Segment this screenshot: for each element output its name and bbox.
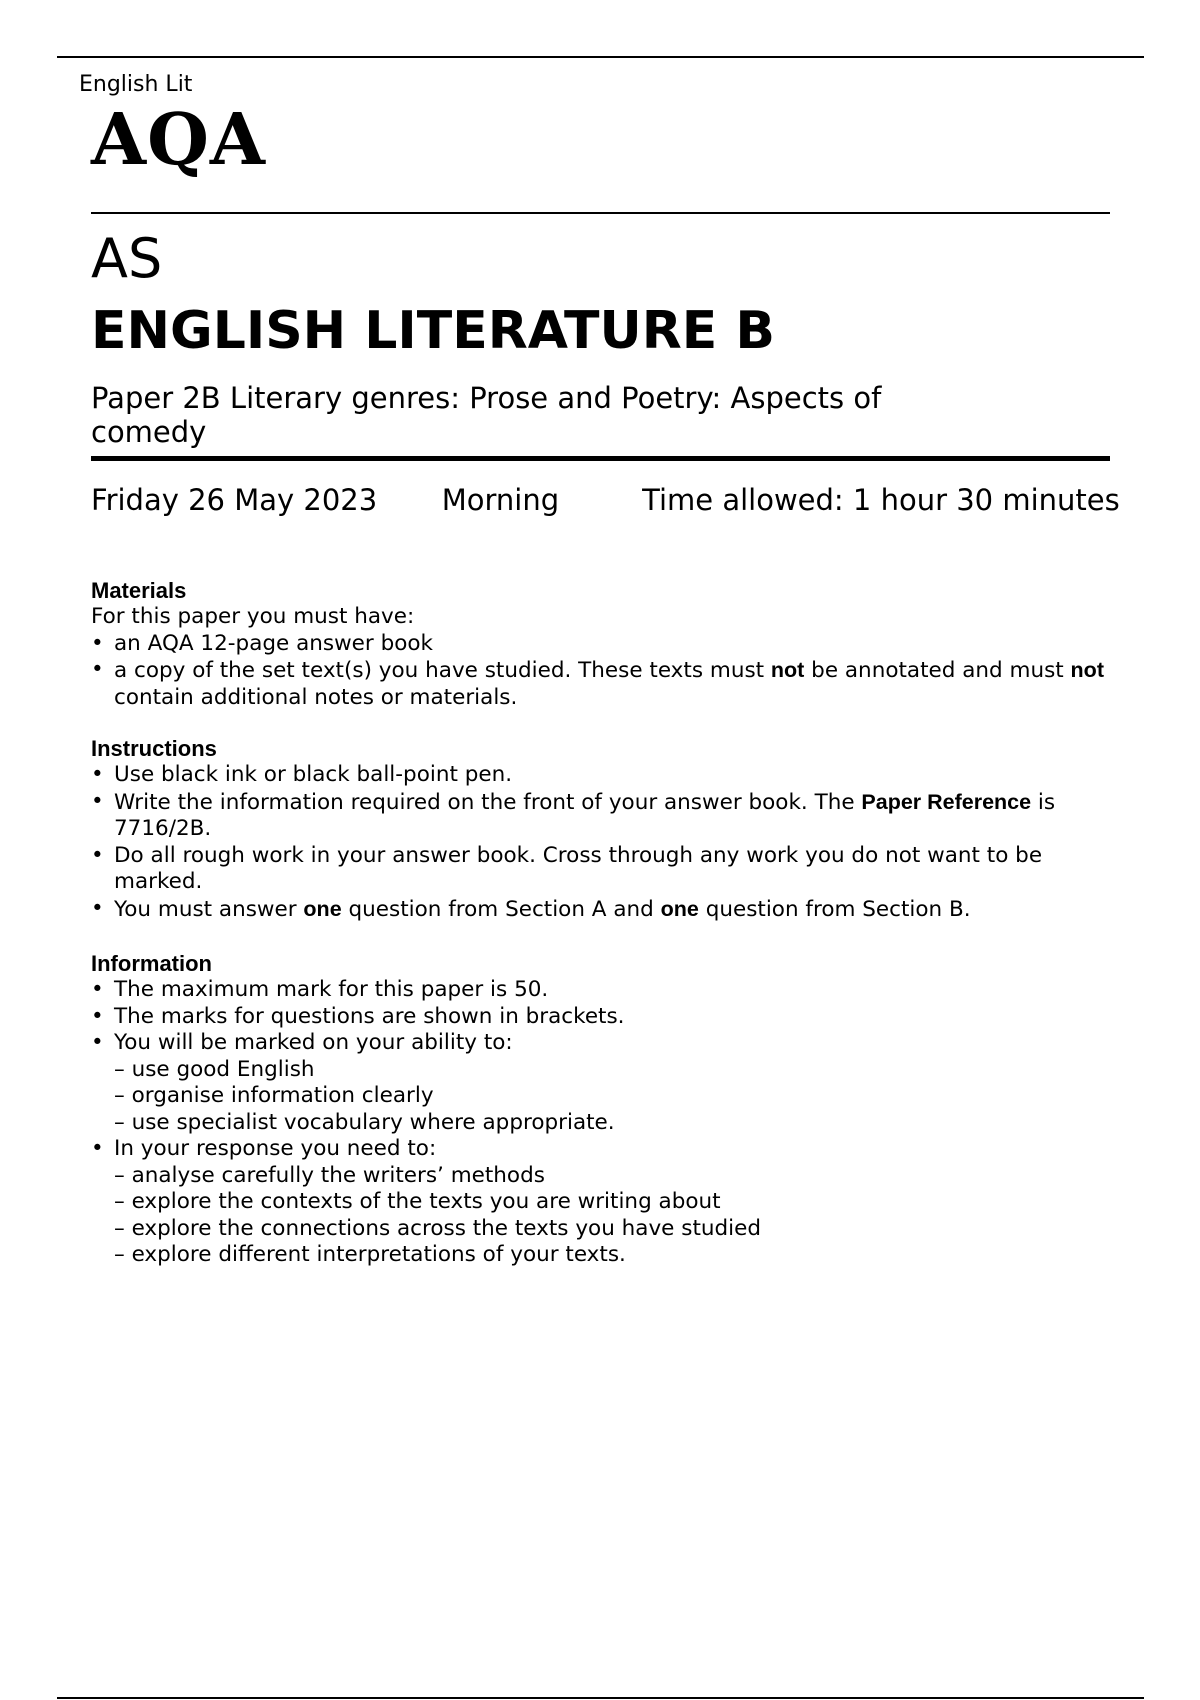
- sub-item: – analyse carefully the writers’ methods: [114, 1162, 545, 1188]
- text: You must answer: [114, 896, 304, 922]
- list-item: • The maximum mark for this paper is 50.: [91, 977, 1121, 1004]
- emphasis: one: [660, 896, 699, 921]
- qualification-level: AS: [91, 227, 163, 290]
- list-item: • Do all rough work in your answer book. Cross through any work you do not want to be marked.: [91, 843, 1121, 896]
- paper-title: Paper 2B Literary genres: Prose and Poetry: Aspects of comedy: [91, 381, 882, 449]
- sub-item: – explore the contexts of the texts you are writing about: [114, 1189, 721, 1214]
- top-rule: [57, 56, 1144, 58]
- emphasis: Paper Reference: [861, 789, 1032, 814]
- instructions-heading: Instructions: [91, 736, 217, 761]
- aqa-logo: AQA: [91, 97, 267, 181]
- information-heading: Information: [91, 951, 212, 976]
- text: Write the information required on the front of your answer book. The: [114, 789, 862, 815]
- logo-divider: [91, 212, 1110, 214]
- instructions-section: [91, 736, 1121, 923]
- list-item: [91, 789, 1121, 843]
- emphasis: not: [1070, 658, 1104, 682]
- instructions-list: [91, 762, 1121, 923]
- information-section: [91, 951, 1121, 1269]
- list-item: • Use black ink or black ball-point pen.: [91, 762, 1121, 789]
- sub-item: – explore different interpretations of your texts.: [114, 1242, 626, 1267]
- sub-item: – organise information clearly: [114, 1083, 434, 1108]
- materials-section: [91, 578, 1121, 711]
- time-allowed: Time allowed: 1 hour 30 minutes: [642, 483, 1120, 517]
- information-list: [91, 977, 1121, 1269]
- sub-item: – use specialist vocabulary where appropriate.: [114, 1109, 615, 1135]
- materials-heading: Materials: [91, 578, 187, 603]
- materials-list: [91, 631, 1121, 712]
- subject-title: ENGLISH LITERATURE B: [91, 301, 775, 361]
- bottom-rule: [57, 1697, 1144, 1699]
- title-divider: [91, 456, 1110, 461]
- text: question from Section A and: [341, 896, 661, 922]
- exam-dateline: [91, 483, 1131, 518]
- list-item: [91, 1030, 1121, 1136]
- text: In your response you need to:: [114, 1136, 437, 1161]
- list-item: [91, 896, 1121, 924]
- text: contain additional notes or materials.: [114, 684, 518, 710]
- emphasis: not: [770, 658, 805, 682]
- sub-item: – use good English: [114, 1056, 315, 1082]
- text: question from Section B.: [698, 896, 971, 922]
- text: is 7716/2B.: [114, 789, 1056, 841]
- running-header: English Lit: [79, 72, 193, 97]
- list-item: • an AQA 12-page answer book: [91, 631, 1121, 658]
- text: a copy of the set text(s) you have studied. These texts must: [114, 658, 771, 683]
- list-item: [91, 1136, 1121, 1269]
- sub-item: – explore the connections across the texts you have studied: [114, 1215, 761, 1241]
- list-item: • The marks for questions are shown in brackets.: [91, 1004, 1121, 1031]
- text: You will be marked on your ability to:: [114, 1030, 513, 1055]
- exam-date: Friday 26 May 2023: [91, 483, 378, 517]
- materials-intro: For this paper you must have:: [91, 604, 415, 629]
- text: be annotated and must: [804, 658, 1071, 683]
- list-item: [91, 657, 1121, 711]
- exam-session: Morning: [441, 483, 560, 517]
- emphasis: one: [303, 896, 342, 921]
